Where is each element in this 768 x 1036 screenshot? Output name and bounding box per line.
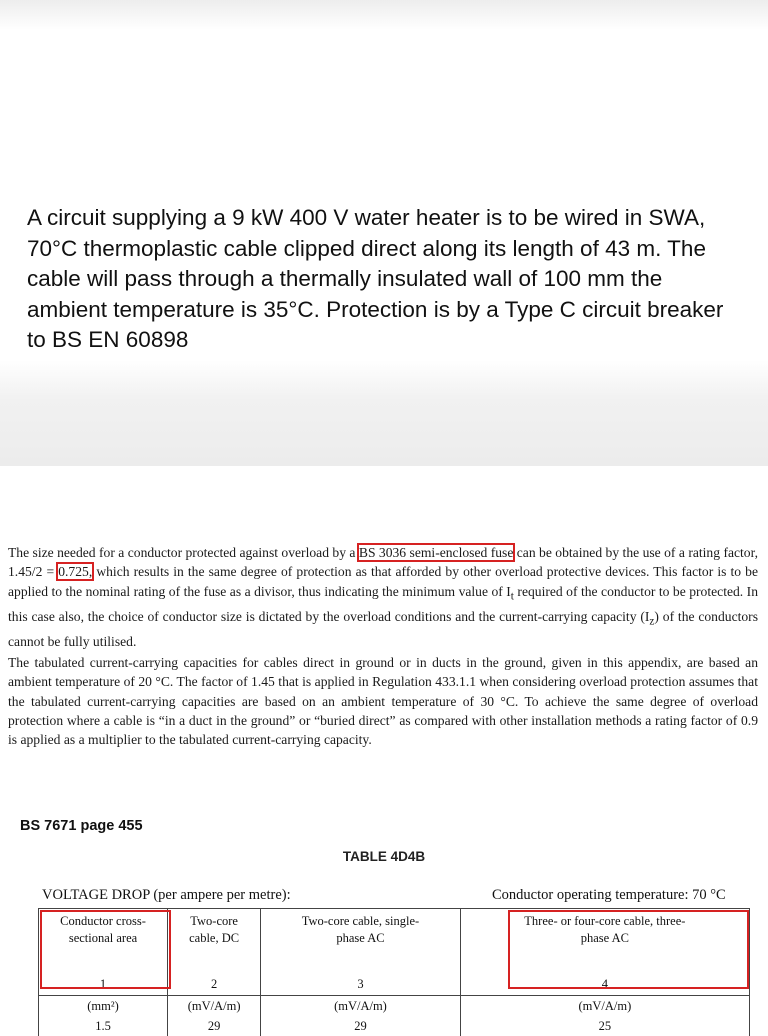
- col-number: 1: [39, 973, 168, 996]
- table-cell: 29: [261, 1016, 461, 1036]
- col-number: 4: [460, 973, 749, 996]
- table-cell: 1.5: [39, 1016, 168, 1036]
- unit-cell: (mV/A/m): [460, 996, 749, 1017]
- highlight-bs3036-fuse: BS 3036 semi-enclosed fuse: [358, 545, 514, 560]
- highlight-rating-factor: 0.725,: [58, 564, 93, 580]
- unit-cell: (mm²): [39, 996, 168, 1017]
- highlight-three-phase-column: [508, 910, 749, 989]
- subscript-z: z: [649, 615, 655, 628]
- table-row: [39, 1016, 750, 1036]
- reference-slide: [0, 466, 768, 1033]
- table-cell: 29: [168, 1016, 261, 1036]
- fuse-rating-paragraph: [8, 543, 758, 651]
- question-slide: [0, 0, 768, 466]
- voltage-drop-label: VOLTAGE DROP (per ampere per metre):: [42, 887, 291, 903]
- operating-temperature-label: Conductor operating temperature: 70 °C: [492, 887, 726, 903]
- table-title: TABLE 4D4B: [342, 849, 426, 864]
- para1-text-d: required of the conductor to be protected. In this case also, the choice of conductor size is dictated by the overload conditions and the current-carrying capacity (I: [8, 583, 758, 624]
- page-reference: BS 7671 page 455: [20, 818, 143, 834]
- para1-text-b: can be obtained by the use of a rating factor, 1.45/2 =: [8, 545, 758, 580]
- table-cell: 25: [460, 1016, 749, 1036]
- para1-text-a: The size needed for a conductor protected against overload by a: [8, 545, 359, 560]
- header-two-core-ac: Two-core cable, single-phase AC: [261, 909, 461, 974]
- ambient-temperature-paragraph: The tabulated current-carrying capacities for cables direct in ground or in ducts in the ground, given in this appendix, are based an ambient temperature of 20 °C. The factor of 1.45 that is applied in Regulation 433.1.1 when considering overload protection assumes that the tabulated current-carrying capacities are based on an ambient temperature of 30 °C. To achieve the same degree of overload protection where a cable is “in a duct in the ground” or “buried direct” as compared with other installation methods a rating factor of 0.9 is applied as a multiplier to the tabulated current-carrying capacity.: [8, 655, 758, 748]
- question-text: A circuit supplying a 9 kW 400 V water heater is to be wired in SWA, 70°C thermoplastic cable clipped direct along its length of 43 m. The cable will pass through a thermally insulated wall of 100 mm the ambient temperature is 35°C. Protection is by a Type C circuit breaker to BS EN 60898: [27, 205, 724, 352]
- unit-cell: (mV/A/m): [261, 996, 461, 1017]
- subscript-t: t: [510, 590, 514, 603]
- col-number: 3: [261, 973, 461, 996]
- table-units-row: [39, 996, 750, 1017]
- header-three-four-core: Three- or four-core cable, three-phase AC: [460, 909, 749, 974]
- header-conductor-area: Conductor cross-sectional area: [39, 909, 168, 974]
- para1-text-c: which results in the same degree of protection as that afforded by other overload protective devices. This factor is to be applied to the nominal rating of the fuse as a divisor, thus indicating the minimum value of I: [8, 564, 758, 599]
- para1-text-e: ) of the conductors cannot be fully utilised.: [8, 608, 758, 649]
- header-two-core-dc: Two-core cable, DC: [168, 909, 261, 974]
- highlight-conductor-column: [40, 910, 171, 989]
- unit-cell: (mV/A/m): [168, 996, 261, 1017]
- col-number: 2: [168, 973, 261, 996]
